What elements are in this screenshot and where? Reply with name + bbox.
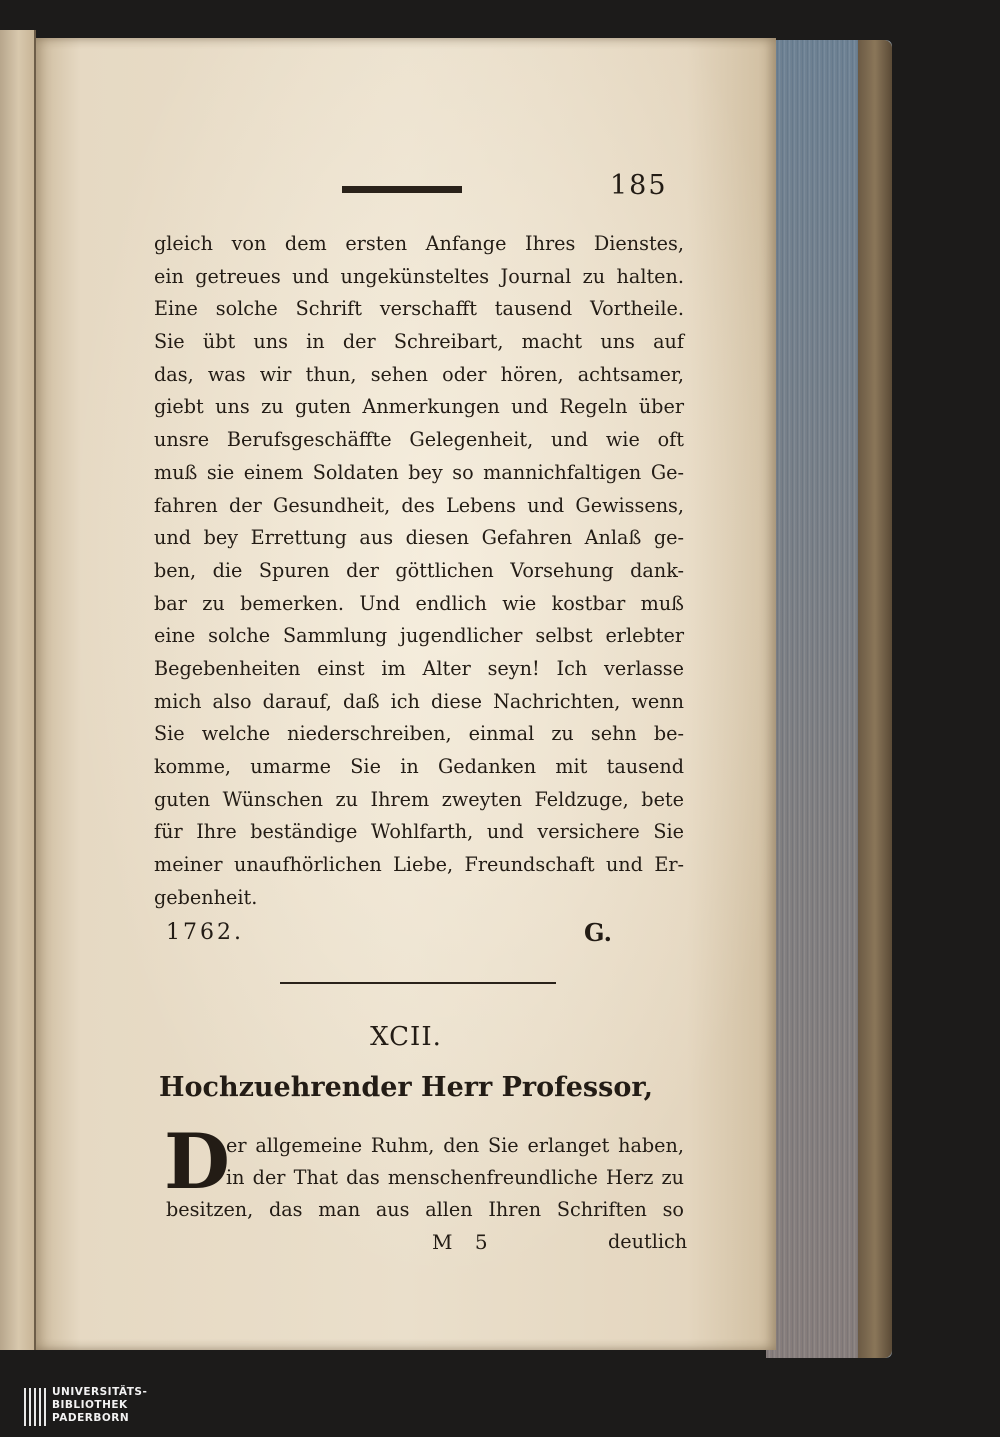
text-line: ben, die Spuren der göttlichen Vorsehung dank- bbox=[154, 558, 684, 582]
closing-year: 1762. bbox=[166, 920, 244, 945]
text-line: eine solche Sammlung jugendlicher selbst erlebter bbox=[154, 624, 684, 648]
book-page bbox=[36, 38, 776, 1350]
text-line: gleich von dem ersten Anfange Ihres Dienstes, bbox=[154, 232, 684, 255]
text-line: unsre Berufsgeschäffte Gelegenheit, und wie oft bbox=[154, 428, 684, 452]
text-line: mich also darauf, daß ich diese Nachrichten, wenn bbox=[154, 689, 684, 713]
text-line: er allgemeine Ruhm, den Sie erlanget haben, bbox=[226, 1134, 684, 1157]
page-edges-tint bbox=[766, 40, 858, 1358]
text-line: komme, umarme Sie in Gedanken mit tausend bbox=[154, 755, 684, 778]
closing-initial: G. bbox=[584, 918, 612, 947]
left-page-edge bbox=[0, 30, 36, 1350]
text-line: bar zu bemerken. Und endlich wie kostbar muß bbox=[154, 591, 684, 615]
text-line: in der That das menschenfreundliche Herz zu bbox=[226, 1166, 684, 1189]
text-line: ein getreues und ungekünsteltes Journal zu halten. bbox=[154, 264, 684, 288]
text-line: gebenheit. bbox=[154, 885, 258, 909]
text-line: Begebenheiten einst im Alter seyn! Ich verlasse bbox=[154, 656, 684, 680]
text-line: fahren der Gesundheit, des Lebens und Gewissens, bbox=[154, 493, 684, 517]
text-line: Sie welche niederschreiben, einmal zu sehn be- bbox=[154, 722, 684, 746]
text-line: das, was wir thun, sehen oder hören, achtsamer, bbox=[154, 362, 684, 386]
logo-line: PADERBORN bbox=[52, 1412, 130, 1424]
section-divider bbox=[280, 982, 556, 984]
catchword: deutlich bbox=[608, 1230, 688, 1253]
text-line: für Ihre beständige Wohlfarth, und versichere Sie bbox=[154, 820, 684, 844]
text-line: guten Wünschen zu Ihrem zweyten Feldzuge, bete bbox=[154, 787, 684, 811]
text-line: Sie übt uns in der Schreibart, macht uns auf bbox=[154, 330, 684, 354]
signature-mark: M 5 bbox=[432, 1230, 496, 1254]
header-rule bbox=[342, 186, 462, 193]
text-line: giebt uns zu guten Anmerkungen und Regeln über bbox=[154, 395, 684, 419]
library-logo-text bbox=[52, 1386, 147, 1425]
text-line: besitzen, das man aus allen Ihren Schriften so bbox=[166, 1198, 684, 1221]
drop-cap: D bbox=[164, 1117, 230, 1206]
letter-number: XCII. bbox=[370, 1022, 442, 1052]
text-line: und bey Errettung aus diesen Gefahren Anlaß ge- bbox=[154, 526, 684, 550]
body-text bbox=[154, 228, 684, 914]
salutation: Hochzuehrender Herr Professor, bbox=[158, 1072, 653, 1103]
logo-line: BIBLIOTHEK bbox=[52, 1399, 128, 1411]
text-line: Eine solche Schrift verschafft tausend Vortheile. bbox=[154, 297, 684, 321]
text-line: meiner unaufhörlichen Liebe, Freundschaft und Er- bbox=[154, 853, 684, 877]
logo-line: UNIVERSITÄTS- bbox=[52, 1386, 148, 1398]
library-logo-icon bbox=[24, 1388, 46, 1426]
text-line: muß sie einem Soldaten bey so mannichfaltigen Ge- bbox=[154, 460, 684, 484]
letter-text bbox=[166, 1130, 684, 1226]
page-number: 185 bbox=[610, 170, 668, 201]
